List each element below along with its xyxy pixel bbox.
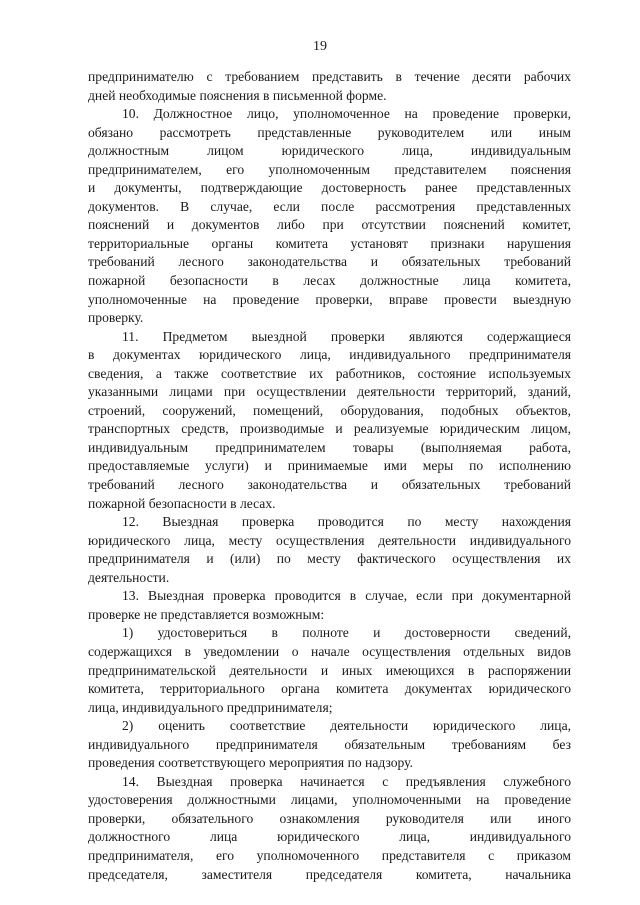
text-line: удостоверения должностными лицами, уполномоченными на проведение [88,792,571,808]
document-body [88,68,571,884]
text-line: уполномоченные на проведение проверки, вправе провести выездную [88,291,571,307]
text-line: пояснений и документов либо при отсутствии пояснений комитет, [88,217,571,233]
text-line: транспортных средств, производимые и реализуемые юридическим лицом, [88,421,571,437]
text-line: деятельности. [88,569,170,585]
text-line: документов. В случае, если после рассмотрения представленных [88,198,571,214]
text-line: требований лесного законодательства и обязательных требований [88,477,571,493]
text-line: лица, индивидуального предпринимателя; [88,699,333,715]
text-line: 13. Выездная проверка проводится в случае, если при документарной [122,588,571,604]
text-line: должностного лица юридического лица, индивидуального [88,829,571,845]
text-line: и документы, подтверждающие достоверность ранее представленных [88,180,571,196]
text-line: дней необходимые пояснения в письменной форме. [88,87,387,103]
text-line: 10. Должностное лицо, уполномоченное на проведение проверки, [122,106,571,122]
text-line: обязано рассмотреть представленные руководителем или иным [88,124,571,140]
text-line: предпринимателем, его уполномоченным представителем пояснения [88,161,571,177]
text-line: указанными лицами при осуществлении деятельности территорий, зданий, [88,384,571,400]
text-line: пожарной безопасности в лесах должностные лица комитета, [88,273,571,289]
text-line: индивидуальным предпринимателем товары (выполняемая работа, [88,439,571,455]
text-line: сведения, а также соответствие их работников, состояние используемых [88,365,571,381]
text-line: должностным лицом юридического лица, индивидуальным [88,143,571,159]
text-line: юридического лица, месту осуществления деятельности индивидуального [88,532,571,548]
text-line: строений, сооружений, помещений, оборудования, подобных объектов, [88,402,571,418]
text-line: проведения соответствующего мероприятия по надзору. [88,755,413,771]
text-line: 12. Выездная проверка проводится по месту нахождения [122,514,571,530]
text-line: индивидуального предпринимателя обязательным требованиям без [88,736,571,752]
text-line: комитета, территориального органа комитета документах юридического [88,681,571,697]
text-line: председателя, заместителя председателя комитета, начальника [88,866,571,882]
text-line: содержащихся в уведомлении о начале осуществления отдельных видов [88,643,571,659]
text-line: предпринимателя и (или) по месту фактического осуществления их [88,551,571,567]
text-line: 1) удостовериться в полноте и достоверности сведений, [122,625,571,641]
text-line: 11. Предметом выездной проверки являются содержащиеся [122,328,571,344]
text-line: предпринимателю с требованием представить в течение десяти рабочих [88,69,571,84]
text-line: предпринимательской деятельности и иных имеющихся в распоряжении [88,662,571,678]
text-line: предоставляемые услуги) и принимаемые ими меры по исполнению [88,458,571,474]
text-line: 14. Выездная проверка начинается с предъявления служебного [122,773,571,789]
text-line: предпринимателя, его уполномоченного представителя с приказом [88,847,571,863]
text-line: проверке не представляется возможным: [88,606,325,622]
text-line: проверку. [88,310,144,326]
text-line: пожарной безопасности в лесах. [88,495,276,511]
text-line: территориальные органы комитета установят признаки нарушения [88,235,571,251]
text-line: 2) оценить соответствие деятельности юридического лица, [122,718,571,734]
page-number: 19 [313,39,327,54]
text-line: в документах юридического лица, индивидуального предпринимателя [88,347,571,363]
text-line: требований лесного законодательства и обязательных требований [88,254,571,270]
text-line: проверки, обязательного ознакомления руководителя или иного [88,810,571,826]
